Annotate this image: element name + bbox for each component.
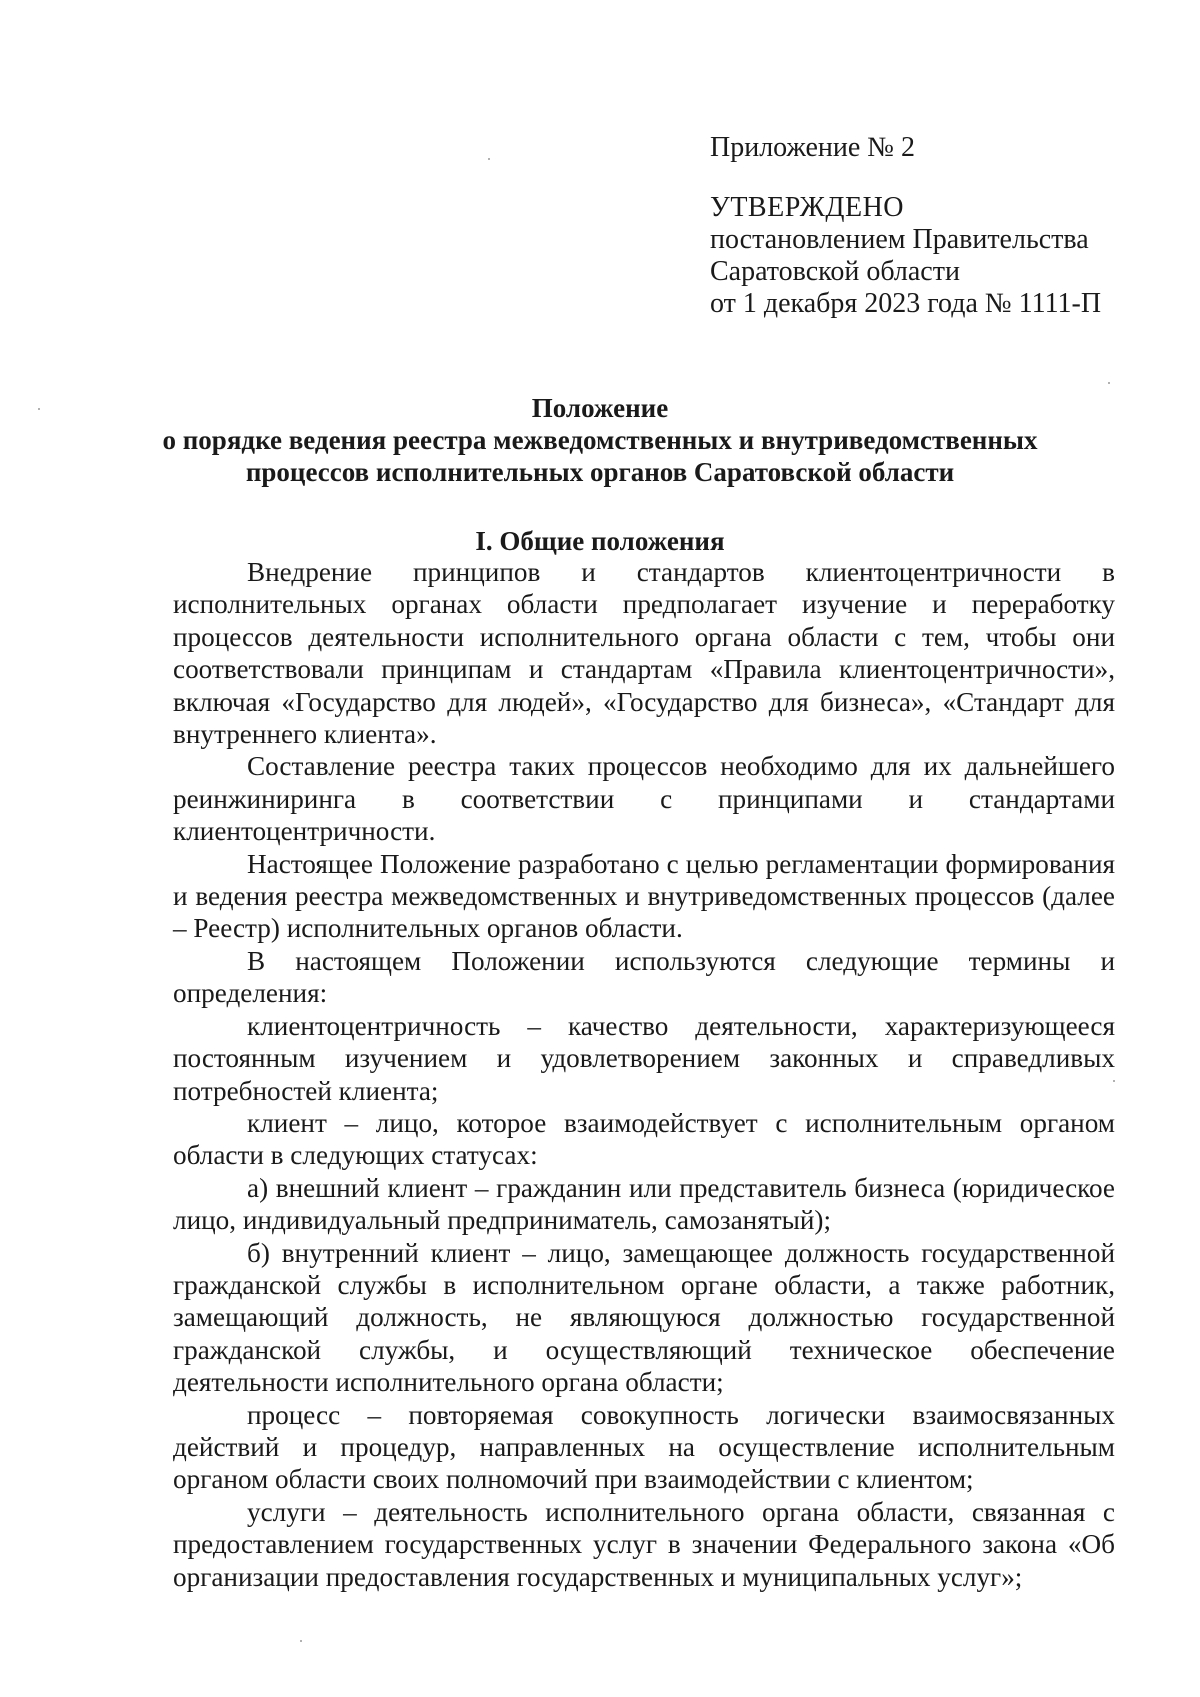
paragraph: б) внутренний клиент – лицо, замещающее должность государственной гражданской службы в исполнительном органе области, а также работник, замещающий должность, не являющуюся должностью государственной гражданской службы, и осуществляющий техническое обеспечение деятельности исполнительного органа области; <box>173 1237 1115 1398</box>
paragraph: В настоящем Положении используются следующие термины и определения: <box>173 945 1115 1009</box>
scan-speck <box>1108 382 1110 384</box>
scan-speck <box>488 158 490 160</box>
paragraph: клиентоцентричность – качество деятельности, характеризующееся постоянным изучением и удовлетворением законных и справедливых потребностей клиента; <box>173 1010 1115 1106</box>
paragraph: клиент – лицо, которое взаимодействует с исполнительным органом области в следующих статусах: <box>173 1107 1115 1171</box>
paragraph: процесс – повторяемая совокупность логически взаимосвязанных действий и процедур, направленных на осуществление исполнительным органом области своих полномочий при взаимодействии с клиентом; <box>173 1399 1115 1495</box>
paragraph: Внедрение принципов и стандартов клиентоцентричности в исполнительных органах области предполагает изучение и переработку процессов деятельности исполнительного органа области с тем, чтобы они соответствовали принципам и стандартам «Правила клиентоцентричности», включая «Государство для людей», «Государство для бизнеса», «Стандарт для внутреннего клиента». <box>173 557 1115 750</box>
approved-label: УТВЕРЖДЕНО <box>710 192 905 223</box>
document-title <box>120 392 1080 488</box>
scan-speck <box>300 1640 302 1642</box>
title-line-3: процессов исполнительных органов Саратовской области <box>245 457 955 487</box>
approval-line-3: от 1 декабря 2023 года № 1111-П <box>710 288 1102 319</box>
document-body <box>173 556 1115 1593</box>
paragraph: Настоящее Положение разработано с целью регламентации формирования и ведения реестра межведомственных и внутриведомственных процессов (далее – Реестр) исполнительных органов области. <box>173 848 1115 944</box>
paragraph: а) внешний клиент – гражданин или представитель бизнеса (юридическое лицо, индивидуальный предприниматель, самозанятый); <box>173 1172 1115 1236</box>
title-line-2: о порядке ведения реестра межведомственных и внутриведомственных <box>162 425 1038 455</box>
title-line-1: Положение <box>531 393 669 423</box>
approval-stamp <box>710 132 1150 320</box>
scan-speck <box>1113 1080 1115 1082</box>
paragraph: услуги – деятельность исполнительного органа области, связанная с предоставлением государственных услуг в значении Федерального закона «Об организации предоставления государственных и муниципальных услуг»; <box>173 1496 1115 1592</box>
paragraph: Составление реестра таких процессов необходимо для их дальнейшего реинжиниринга в соответствии с принципами и стандартами клиентоцентричности. <box>173 751 1115 847</box>
section-heading: I. Общие положения <box>475 526 725 556</box>
approval-line-1: постановлением Правительства <box>710 224 1089 255</box>
scan-speck <box>38 408 40 410</box>
approval-line-2: Саратовской области <box>710 256 960 287</box>
appendix-number: Приложение № 2 <box>710 132 915 163</box>
